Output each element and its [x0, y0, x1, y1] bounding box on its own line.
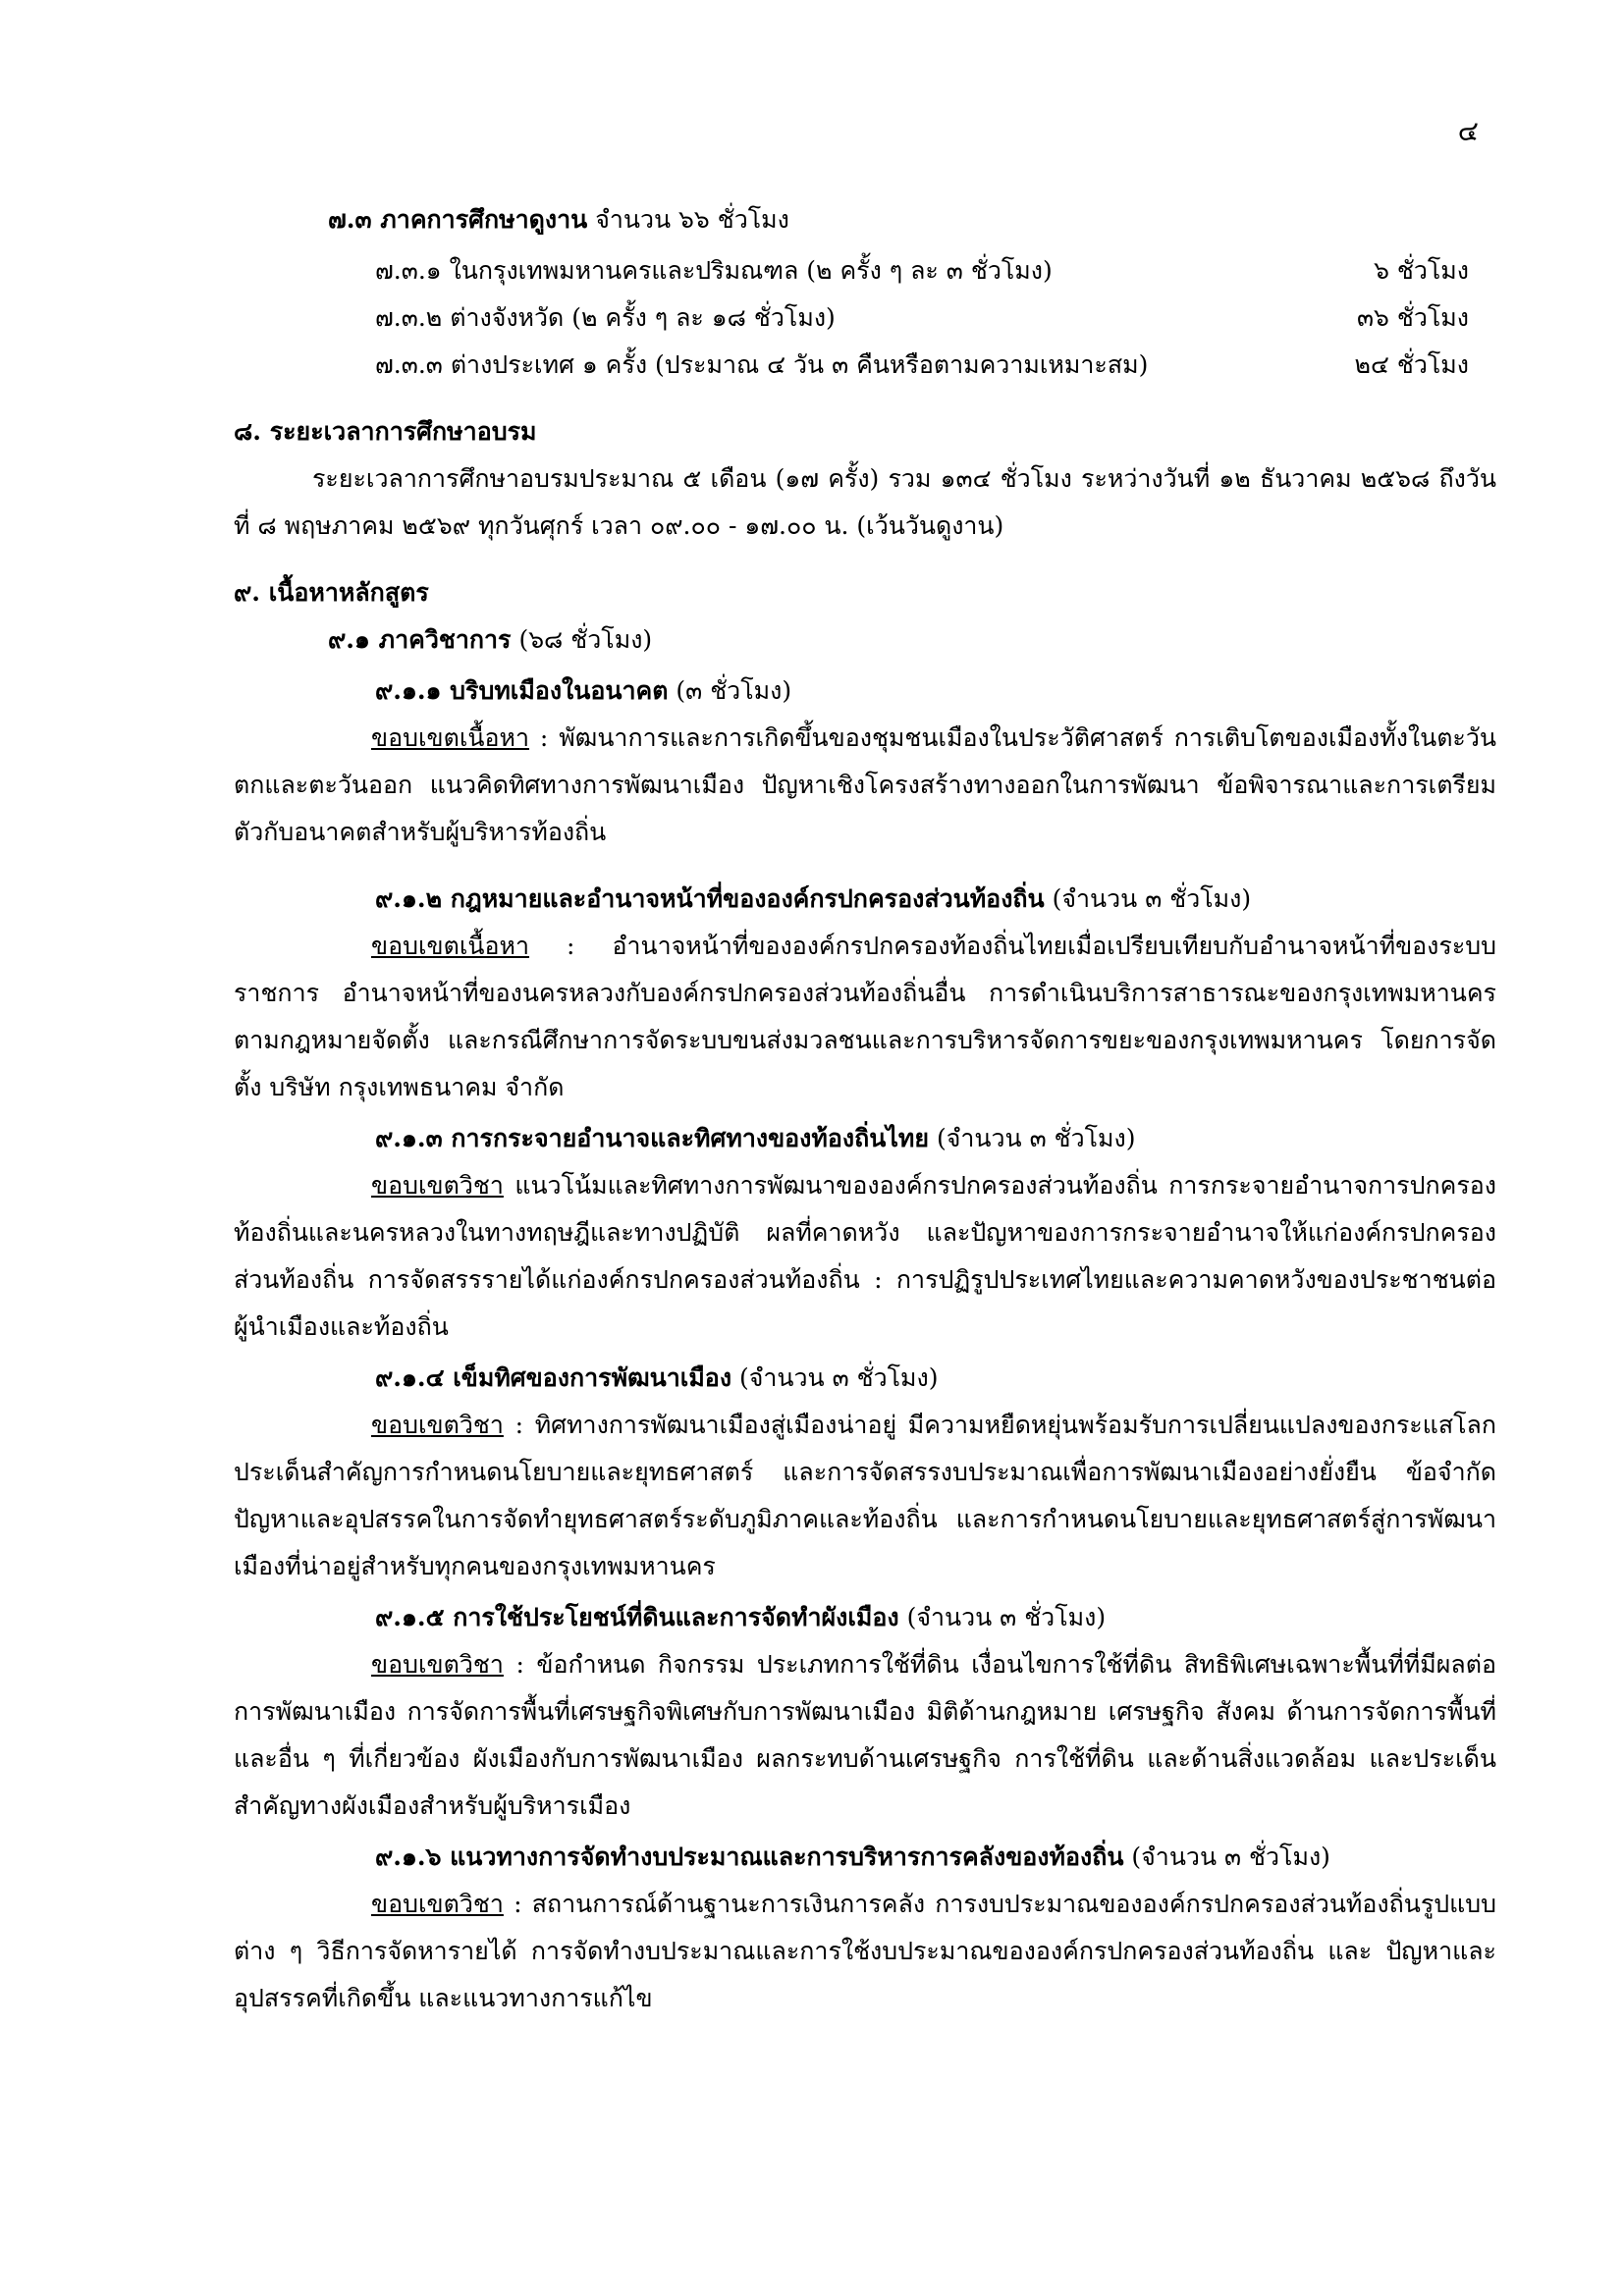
study-visit-row [375, 247, 1469, 294]
course-hours: (จำนวน ๓ ชั่วโมง) [906, 1603, 1107, 1631]
page-number: ๔ [1457, 115, 1479, 147]
scope-label: ขอบเขตวิชา [371, 1890, 504, 1918]
section-9-1-heading [328, 616, 1496, 664]
study-visit-hours: ๓๖ ชั่วโมง [1356, 303, 1469, 332]
course-title-text: ๙.๑.๖ แนวทางการจัดทำงบประมาณและการบริหารการคลังของท้องถิ่น [375, 1842, 1124, 1871]
course-title [375, 667, 1496, 715]
section-9-1-title-suffix: (๖๘ ชั่วโมง) [518, 625, 653, 654]
section-9-1-title: ๙.๑ ภาควิชาการ [328, 625, 512, 654]
scope-label: ขอบเขตวิชา [371, 1650, 504, 1679]
course-hours: (๓ ชั่วโมง) [676, 676, 792, 705]
study-visit-hours: ๖ ชั่วโมง [1374, 256, 1469, 285]
section-7-3 [234, 196, 1496, 389]
course-title-text: ๙.๑.๒ กฎหมายและอำนาจหน้าที่ขององค์กรปกครองส่วนท้องถิ่น [375, 884, 1045, 913]
scope-label: ขอบเขตเนื้อหา [371, 932, 530, 960]
section-9-title: ๙. เนื้อหาหลักสูตร [234, 578, 429, 607]
scope-text: : ทิศทางการพัฒนาเมืองสู่เมืองน่าอยู่ มีความหยืดหยุ่นพร้อมรับการเปลี่ยนแปลงของกระแสโลก ประเด็นสำคัญการกำหนดนโยบายและยุทธศาสตร์ และการจัดสรรงบประมาณเพื่อการพัฒนาเมืองอย่างยั่งยืน ข้อจำกัด ปัญหาและอุปสรรคในการจัดทำยุทธศาสตร์ระดับภูมิภาคและท้องถิ่น และการกำหนดนโยบายและยุทธศาสตร์สู่การพัฒนาเมืองที่น่าอยู่สำหรับทุกคนของกรุงเทพมหานคร [234, 1411, 1496, 1580]
study-visit-row [375, 294, 1469, 342]
scope-label: ขอบเขตวิชา [371, 1411, 504, 1439]
course-scope [234, 715, 1496, 856]
course-title [375, 876, 1496, 923]
course-title [375, 1355, 1496, 1402]
course-hours: (จำนวน ๓ ชั่วโมง) [936, 1124, 1136, 1152]
course-hours: (จำนวน ๓ ชั่วโมง) [1131, 1842, 1330, 1871]
course-scope [234, 1402, 1496, 1590]
course-hours: (จำนวน ๓ ชั่วโมง) [1052, 884, 1252, 913]
section-8-title: ๘. ระยะเวลาการศึกษาอบรม [234, 417, 537, 446]
course-scope [234, 1162, 1496, 1351]
course-title-text: ๙.๑.๔ เข็มทิศของการพัฒนาเมือง [375, 1363, 732, 1392]
course-scope [234, 923, 1496, 1111]
course-title [375, 1594, 1496, 1641]
course-scope [234, 1641, 1496, 1830]
section-8 [234, 408, 1496, 550]
scope-label: ขอบเขตเนื้อหา [371, 723, 530, 752]
scope-text: : ข้อกำหนด กิจกรรม ประเภทการใช้ที่ดิน เงื่อนไขการใช้ที่ดิน สิทธิพิเศษเฉพาะพื้นที่ที่มีผลต่อการพัฒนาเมือง การจัดการพื้นที่เศรษฐกิจพิเศษกับการพัฒนาเมือง มิติด้านกฎหมาย เศรษฐกิจ สังคม ด้านการจัดการพื้นที่ และอื่น ๆ ที่เกี่ยวข้อง ผังเมืองกับการพัฒนาเมือง ผลกระทบด้านเศรษฐกิจ การใช้ที่ดิน และด้านสิ่งแวดล้อม และประเด็นสำคัญทางผังเมืองสำหรับผู้บริหารเมือง [234, 1650, 1496, 1820]
course-hours: (จำนวน ๓ ชั่วโมง) [738, 1363, 939, 1392]
scope-text: : พัฒนาการและการเกิดขึ้นของชุมชนเมืองในประวัติศาสตร์ การเติบโตของเมืองทั้งในตะวันตกและตะวันออก แนวคิดทิศทางการพัฒนาเมือง ปัญหาเชิงโครงสร้างทางออกในการพัฒนา ข้อพิจารณาและการเตรียมตัวกับอนาคตสำหรับผู้บริหารท้องถิ่น [234, 723, 1496, 846]
course-title-text: ๙.๑.๓ การกระจายอำนาจและทิศทางของท้องถิ่นไทย [375, 1124, 930, 1152]
section-9 [234, 569, 1496, 2022]
study-visit-label: ๗.๓.๓ ต่างประเทศ ๑ ครั้ง (ประมาณ ๔ วัน ๓ คืนหรือตามความเหมาะสม) [375, 350, 1149, 379]
course-title-text: ๙.๑.๕ การใช้ประโยชน์ที่ดินและการจัดทำผังเมือง [375, 1603, 899, 1631]
section-7-3-heading [328, 196, 1496, 243]
course-title-text: ๙.๑.๑ บริบทเมืองในอนาคต [375, 676, 669, 705]
study-visit-label: ๗.๓.๑ ในกรุงเทพมหานครและปริมณฑล (๒ ครั้ง ๆ ละ ๓ ชั่วโมง) [375, 256, 1053, 285]
study-visit-row [375, 342, 1469, 389]
study-visit-label: ๗.๓.๒ ต่างจังหวัด (๒ ครั้ง ๆ ละ ๑๘ ชั่วโมง) [375, 303, 836, 332]
course-scope [234, 1881, 1496, 2022]
scope-text: : สถานการณ์ด้านฐานะการเงินการคลัง การงบประมาณขององค์กรปกครองส่วนท้องถิ่นรูปแบบต่าง ๆ วิธีการจัดหารายได้ การจัดทำงบประมาณและการใช้งบประมาณขององค์กรปกครองส่วนท้องถิ่น และ ปัญหาและอุปสรรคที่เกิดขึ้น และแนวทางการแก้ไข [234, 1890, 1496, 2012]
section-7-3-title-suffix: จำนวน ๖๖ ชั่วโมง [595, 205, 789, 234]
course-title [375, 1834, 1496, 1881]
scope-label: ขอบเขตวิชา [371, 1171, 504, 1200]
scope-text: : อำนาจหน้าที่ขององค์กรปกครองท้องถิ่นไทยเมื่อเปรียบเทียบกับอำนาจหน้าที่ของระบบราชการ อำนาจหน้าที่ของนครหลวงกับองค์กรปกครองส่วนท้องถิ่นอื่น การดำเนินบริการสาธารณะของกรุงเทพมหานครตามกฎหมายจัดตั้ง และกรณีศึกษาการจัดระบบขนส่งมวลชนและการบริหารจัดการขยะของกรุงเทพมหานคร โดยการจัดตั้ง บริษัท กรุงเทพธนาคม จำกัด [234, 932, 1496, 1101]
study-visit-hours: ๒๔ ชั่วโมง [1354, 350, 1469, 379]
scope-text: แนวโน้มและทิศทางการพัฒนาขององค์กรปกครองส่วนท้องถิ่น การกระจายอำนาจการปกครองท้องถิ่นและนครหลวงในทางทฤษฎีและทางปฏิบัติ ผลที่คาดหวัง และปัญหาของการกระจายอำนาจให้แก่องค์กรปกครองส่วนท้องถิ่น การจัดสรรรายได้แก่องค์กรปกครองส่วนท้องถิ่น : การปฏิรูปประเทศไทยและความคาดหวังของประชาชนต่อผู้นำเมืองและท้องถิ่น [234, 1171, 1496, 1341]
course-title [375, 1115, 1496, 1162]
section-8-body: ระยะเวลาการศึกษาอบรมประมาณ ๕ เดือน (๑๗ ครั้ง) รวม ๑๓๔ ชั่วโมง ระหว่างวันที่ ๑๒ ธันวาคม ๒๕๖๘ ถึงวันที่ ๘ พฤษภาคม ๒๕๖๙ ทุกวันศุกร์ เวลา ๐๙.๐๐ - ๑๗.๐๐ น. (เว้นวันดูงาน) [234, 464, 1496, 540]
section-7-3-title: ๗.๓ ภาคการศึกษาดูงาน [328, 205, 588, 234]
